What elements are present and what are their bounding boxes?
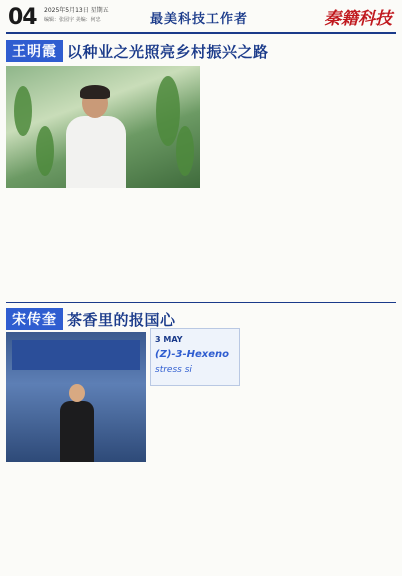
issue-date: 2025年5月13日 星期五 [44,7,109,14]
editor-credit: 编辑：张园宇 美编：何忠 [44,17,101,23]
plant-shape [176,126,194,176]
masthead [0,0,402,36]
story2-headline [6,308,176,330]
slide-line-2: (Z)-3-Hexeno [155,349,230,360]
plant-shape [156,76,180,146]
plant-shape [36,126,54,176]
newspaper-logo: 秦籍科技 [324,9,392,29]
story-divider [6,302,396,303]
page-number: 04 [8,5,37,30]
story1-title: 以种业之光照亮乡村振兴之路 [67,42,269,61]
slide-line-3: stress si [155,365,192,375]
section-title: 最美科技工作者 [150,12,249,27]
slide-line-1: 3 MAY [155,335,183,344]
presentation-slide [150,328,240,386]
plant-shape [14,86,32,136]
top-rule [6,32,396,34]
story1-photo [6,66,200,188]
story1-headline [6,40,269,62]
story1-name-tag: 王明霞 [6,40,63,62]
story2-photo [6,332,146,462]
researcher-figure [66,88,126,188]
speaker-figure [60,384,94,462]
story2-title: 茶香里的报国心 [67,310,176,329]
conference-banner [12,340,140,370]
story2-name-tag: 宋传奎 [6,308,63,330]
